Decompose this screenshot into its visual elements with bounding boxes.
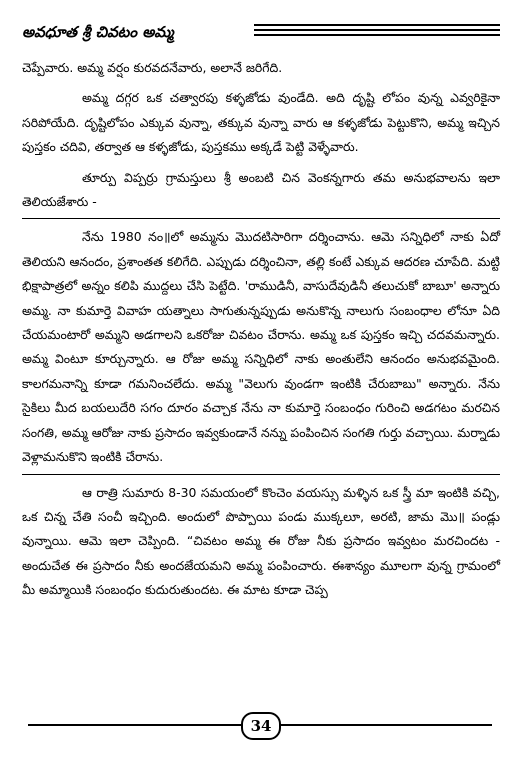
paragraph-3: తూర్పు విప్పర్రు గ్రామస్తులు శ్రీ అంబటి చిన వెంకన్నగారు తమ అనుభవాలను ఇలా తెలియజేశారు - bbox=[22, 169, 500, 210]
paragraph-1: చెప్పేవారు. అమ్మ వర్షం కురవదనేవారు, అలానే జరిగేది. bbox=[22, 60, 283, 75]
separator-line bbox=[22, 474, 500, 475]
book-title: అవధూత శ్రీ చివటం అమ్మ bbox=[22, 23, 174, 41]
page-body bbox=[22, 56, 500, 603]
paragraph-5: ఆ రాత్రి సుమారు 8-30 సమయంలో కొంచెం వయస్సు మళ్ళిన ఒక స్త్రీ మా ఇంటికి వచ్చి, ఒక చిన్న చేతి సంచీ ఇచ్చింది. అందులో పొప్పాయి పండు ముక్కలూ, అరటి, జామ మొ॥ పండ్లు వున్నాయి. ఆమె ఇలా చెప్పింది. “చివటం అమ్మ ఈ రోజు నీకు ప్రసాదం ఇవ్వటం మరచిందట - అందుచేత ఈ ప్రసాదం నీకు అందజేయమని అమ్మ పంపించారు. ఈశాన్యం మూలగా వున్న గ్రామంలో మీ అమ్మాయికి సంబంధం కుదురుతుందట. ఈ మాట కూడా చెప్ప bbox=[22, 484, 500, 598]
separator-line bbox=[22, 218, 500, 219]
running-header bbox=[22, 20, 500, 46]
page-footer bbox=[0, 712, 520, 738]
header-rules bbox=[254, 24, 500, 39]
paragraph-2: అమ్మ దగ్గర ఒక చత్వారపు కళ్ళజోడు వుండేది. అది దృష్టి లోపం వున్న ఎవ్వరికైనా సరిపోయేది. దృష్టిలోపం ఎక్కువ వున్నా, తక్కువ వున్నా వారు ఆ కళ్ళజోడు పెట్టుకొని, అమ్మ ఇచ్చిన పుస్తకం చదివి, తర్వాత ఆ కళ్ళజోడు, పుస్తకము అక్కడే పెట్టి వెళ్ళేవారు. bbox=[22, 90, 500, 155]
paragraph-4: నేను 1980 నం॥లో అమ్మను మొదటిసారిగా దర్శించాను. ఆమె సన్నిధిలో నాకు ఏదో తెలియని ఆనందం, ప్రశాంతత కలిగేది. ఎప్పుడు దర్శించినా, తల్లి కంటే ఎక్కువ ఆదరణ చూపేది. మట్టి భిక్షాపాత్రలో అన్నం కలిపి ముద్దలు చేసి పెట్టేది. 'రాముడినీ, వాసుదేవుడినీ తలుచుకో బాబూ' అన్నారు అమ్మ. నా కుమార్తె వివాహ యత్నాలు సాగుతున్నప్పుడు అనుకొన్న నాలుగు సంబంధాల లోనూ ఏది చేయమంటారో అమ్మని అడగాలని ఒకరోజు చివటం చేరాను. అమ్మ ఒక పుస్తకం ఇచ్చి చదవమన్నారు. అమ్మ వింటూ కూర్చున్నారు. ఆ రోజు అమ్మ సన్నిధిలో నాకు అంతులేని ఆనందం అనుభవమైంది. కాలగమనాన్ని కూడా గమనించలేదు. అమ్మ "వెలుగు వుండగా ఇంటికి చేరుబాబు" అన్నారు. నేను సైకిలు మీద బయలుదేరి సగం దూరం వచ్చాక నేను నా కుమార్తె సంబంధం గురించి అడగటం మరచిన సంగతి, అమ్మ ఆరోజు నాకు ప్రసాదం ఇవ్వకుండానే నన్ను పంపించిన సంగతి గుర్తు వచ్చాయి. మర్నాడు వెళ్లామనుకొని ఇంటికి చేరాను. bbox=[22, 229, 500, 465]
page-number: 34 bbox=[241, 712, 281, 740]
